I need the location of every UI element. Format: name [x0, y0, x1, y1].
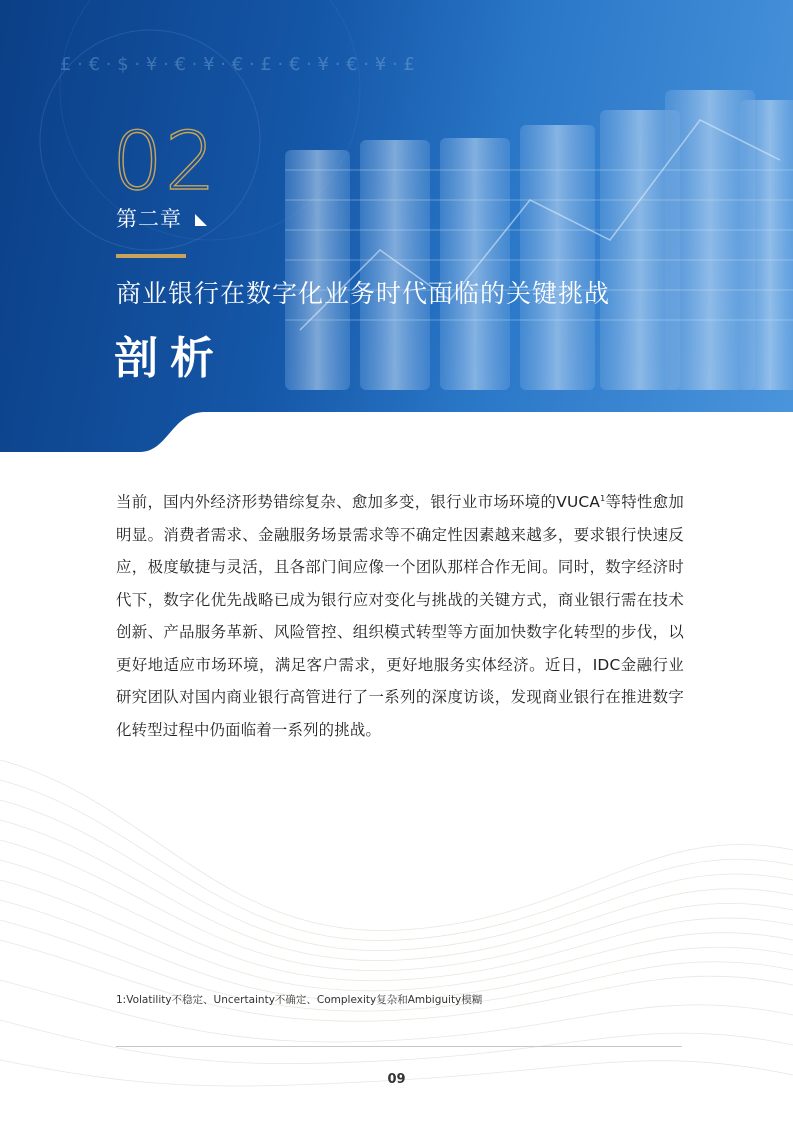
body-text-start: 当前，国内外经济形势错综复杂、愈加多变，银行业市场环境的VUCA [116, 493, 601, 511]
footnote: 1:Volatility不稳定、Uncertainty不确定、Complexity复杂和Ambiguity模糊 [116, 994, 483, 1006]
corner-arrow-icon [195, 214, 207, 226]
chapter-title: 剖析 [114, 333, 226, 384]
page-number: 09 [387, 1072, 406, 1087]
footer-divider [116, 1046, 682, 1047]
chapter-number: 02 [112, 115, 218, 208]
hero-bottom-curve [0, 380, 793, 452]
body-paragraph [116, 486, 684, 746]
svg-text:£ · € · $ · ¥ · € ·: £ · € · $ · ¥ · € · ¥ · € · £ · € · ¥ · € · ¥ · £ [60, 54, 415, 75]
chapter-subtitle: 商业银行在数字化业务时代面临的关键挑战 [116, 279, 611, 308]
chapter-label: 第二章 [116, 207, 182, 231]
footnote-marker[interactable]: 1 [600, 493, 606, 503]
decorative-wave-lines [0, 740, 793, 1122]
body-text-rest: 等特性愈加明显。消费者需求、金融服务场景需求等不确定性因素越来越多，要求银行快速反应，极度敏捷与灵活，且各部门间应像一个团队那样合作无间。同时，数字经济时代下，数字化优先战略已成为银行应对变化与挑战的关键方式，商业银行需在技术创新、产品服务革新、风险管控、组织模式转型等方面加快数字化转型的步伐，以更好地适应市场环境，满足客户需求，更好地服务实体经济。近日，IDC金融行业研究团队对国内商业银行高管进行了一系列的深度访谈，发现商业银行在推进数字化转型过程中仍面临着一系列的挑战。 [116, 493, 684, 739]
gold-divider [116, 254, 186, 258]
